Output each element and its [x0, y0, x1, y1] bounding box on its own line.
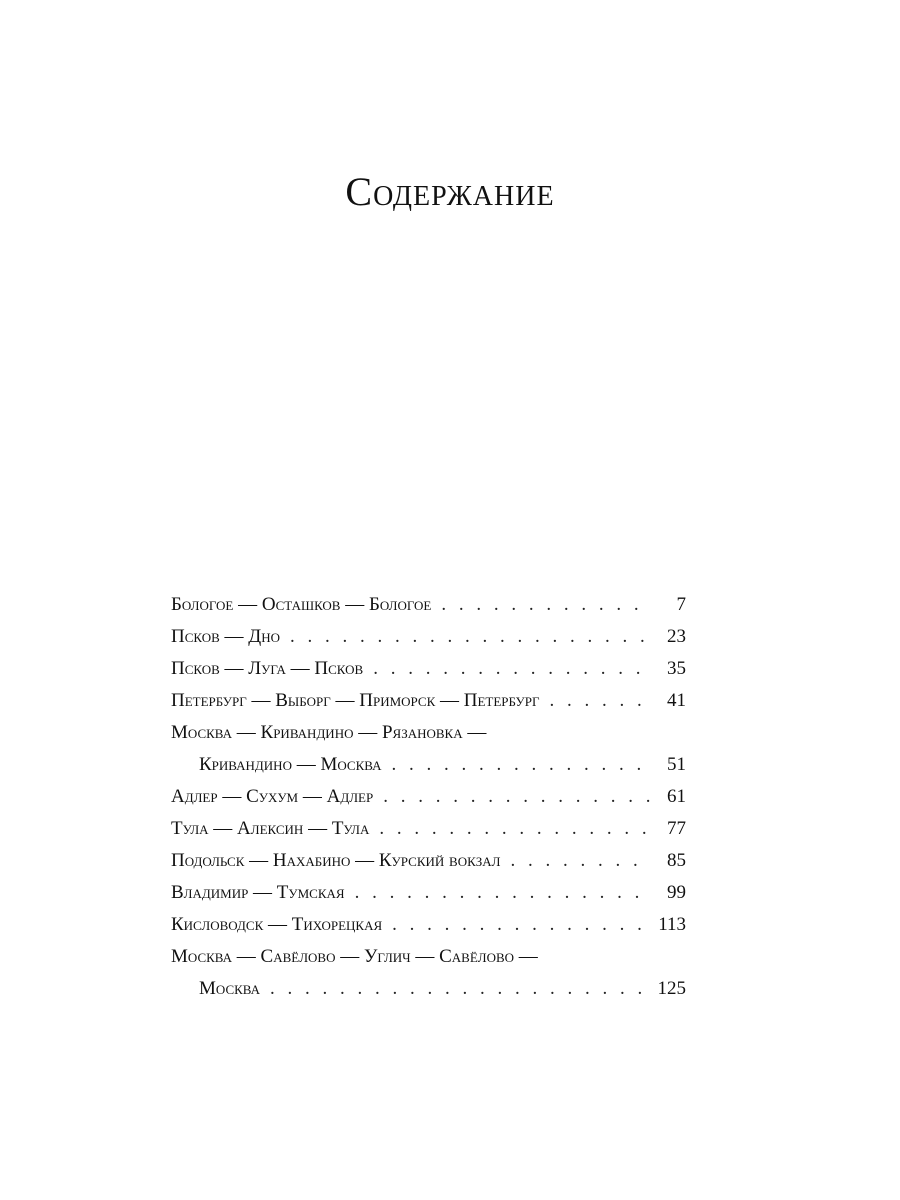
toc-entry-title: Адлер — Сухум — Адлер	[171, 786, 374, 807]
toc-entry-continuation	[171, 749, 686, 781]
table-of-contents	[171, 589, 686, 1005]
toc-entry	[171, 941, 686, 973]
toc-entry	[171, 845, 686, 877]
toc-entry-continuation	[171, 973, 686, 1005]
toc-entry	[171, 717, 686, 749]
toc-entry-title: Псков — Дно	[171, 626, 281, 647]
dot-leader	[373, 653, 650, 685]
dot-leader	[391, 749, 650, 781]
toc-entry-title: Подольск — Нахабино — Курский вокзал	[171, 850, 501, 871]
toc-page-number: 41	[667, 690, 686, 711]
toc-entry-title: Петербург — Выборг — Приморск — Петербург	[171, 690, 540, 711]
toc-page-number: 35	[667, 658, 686, 679]
toc-entry	[171, 781, 686, 813]
toc-page-number: 125	[657, 978, 686, 999]
dot-leader	[383, 781, 650, 813]
dot-leader	[355, 877, 650, 909]
toc-page-number: 23	[667, 626, 686, 647]
toc-entry-title: Псков — Луга — Псков	[171, 658, 364, 679]
toc-entry-title: Кисловодск — Тихорецкая	[171, 914, 383, 935]
toc-entry-title: Бологое — Осташков — Бологое	[171, 594, 432, 615]
toc-entry-title: Москва	[199, 978, 261, 999]
toc-entry	[171, 877, 686, 909]
toc-entry	[171, 621, 686, 653]
dot-leader	[550, 685, 651, 717]
toc-page-number: 113	[658, 914, 686, 935]
toc-entry	[171, 589, 686, 621]
toc-page-number: 77	[667, 818, 686, 839]
toc-entry	[171, 909, 686, 941]
toc-page-number: 51	[667, 754, 686, 775]
toc-page-number: 7	[676, 594, 686, 615]
toc-entry-title: Владимир — Тумская	[171, 882, 345, 903]
toc-page-number: 61	[667, 786, 686, 807]
toc-page-number: 85	[667, 850, 686, 871]
toc-entry-title: Тула — Алексин — Тула	[171, 818, 370, 839]
dot-leader	[441, 589, 650, 621]
dot-leader	[290, 621, 650, 653]
dot-leader	[270, 973, 649, 1005]
toc-entry	[171, 685, 686, 717]
toc-entry-title: Кривандино — Москва	[199, 754, 382, 775]
dot-leader	[379, 813, 650, 845]
toc-entry-title: Москва — Савёлово — Углич — Савёлово —	[171, 946, 538, 967]
dot-leader	[510, 845, 650, 877]
toc-entry-title: Москва — Кривандино — Рязановка —	[171, 722, 487, 743]
page-title: Содержание	[345, 169, 555, 214]
toc-entry	[171, 813, 686, 845]
toc-page-number: 99	[667, 882, 686, 903]
dot-leader	[392, 909, 650, 941]
toc-entry	[171, 653, 686, 685]
